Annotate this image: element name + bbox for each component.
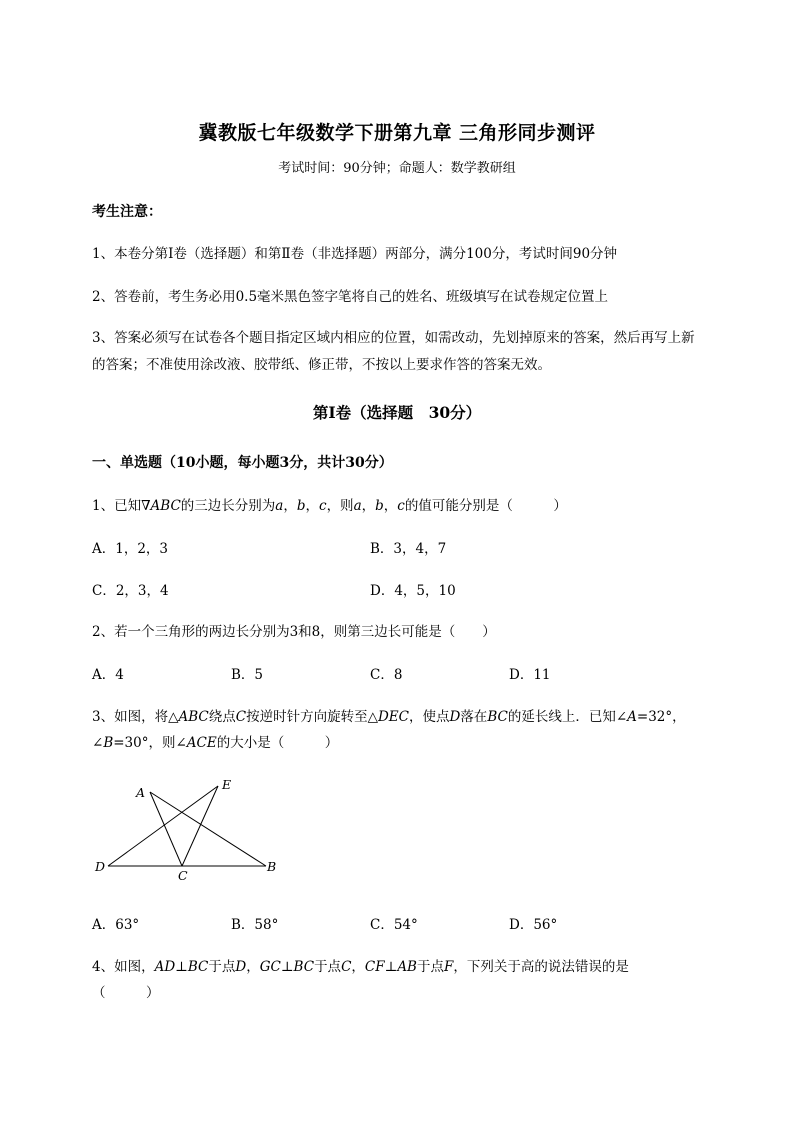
- q2-option-c: C．8: [370, 667, 403, 683]
- question-3-stem-line2: ∠B=30°，则∠ACE的大小是（ ）: [92, 735, 339, 751]
- q1-option-a: A．1，2，3: [92, 541, 169, 557]
- question-1-stem: 1、已知∇ABC的三边长分别为a，b，c，则a，b，c的值可能分别是（ ）: [92, 498, 567, 514]
- q1-option-b: B．3，4，7: [370, 541, 447, 557]
- line-ec: [182, 786, 218, 866]
- line-ab: [150, 792, 266, 866]
- notice-item-3-cont: 的答案；不准使用涂改液、胶带纸、修正带，不按以上要求作答的答案无效。: [92, 357, 551, 373]
- question-2-stem: 2、若一个三角形的两边长分别为3和8，则第三边长可能是（ ）: [92, 624, 496, 640]
- question-4-stem-line1: 4、如图，AD⊥BC于点D，GC⊥BC于点C，CF⊥AB于点F，下列关于高的说法错误的是: [92, 959, 629, 975]
- triangle-figure: [88, 770, 298, 890]
- label-e: E: [222, 777, 232, 792]
- label-d: D: [95, 859, 106, 874]
- question-3-stem-line1: 3、如图，将△ABC绕点C按逆时针方向旋转至△DEC，使点D落在BC的延长线上．已知∠A=32°，: [92, 709, 686, 725]
- notice-item-2: 2、答卷前，考生务必用0.5毫米黑色签字笔将自己的姓名、班级填写在试卷规定位置上: [92, 289, 609, 305]
- page-title: 冀教版七年级数学下册第九章 三角形同步测评: [198, 122, 596, 144]
- q2-option-b: B．5: [231, 667, 264, 683]
- notice-item-3: 3、答案必须写在试卷各个题目指定区域内相应的位置，如需改动，先划掉原来的答案，然后再写上新: [92, 330, 695, 346]
- notice-heading: 考生注意：: [92, 204, 162, 220]
- part-heading: 一、单选题（10小题，每小题3分，共计30分）: [92, 455, 393, 471]
- label-b: B: [267, 859, 277, 874]
- q3-option-a: A．63°: [92, 917, 140, 933]
- q3-option-c: C．54°: [370, 917, 418, 933]
- notice-item-1: 1、本卷分第Ⅰ卷（选择题）和第Ⅱ卷（非选择题）两部分，满分100分，考试时间90分钟: [92, 246, 618, 262]
- line-de: [108, 786, 218, 866]
- q2-option-d: D．11: [509, 667, 551, 683]
- q2-option-a: A．4: [92, 667, 124, 683]
- q3-option-d: D．56°: [509, 917, 558, 933]
- section-title: 第Ⅰ卷（选择题 30分）: [312, 403, 482, 422]
- q3-option-b: B．58°: [231, 917, 279, 933]
- exam-info: 考试时间：90分钟；命题人：数学教研组: [278, 161, 516, 176]
- label-a: A: [136, 785, 146, 800]
- question-4-stem-line2: （ ）: [92, 985, 160, 1001]
- label-c: C: [178, 868, 188, 883]
- q1-option-c: C．2，3，4: [92, 583, 169, 599]
- q1-option-d: D．4，5，10: [370, 583, 456, 599]
- line-ac: [150, 792, 182, 866]
